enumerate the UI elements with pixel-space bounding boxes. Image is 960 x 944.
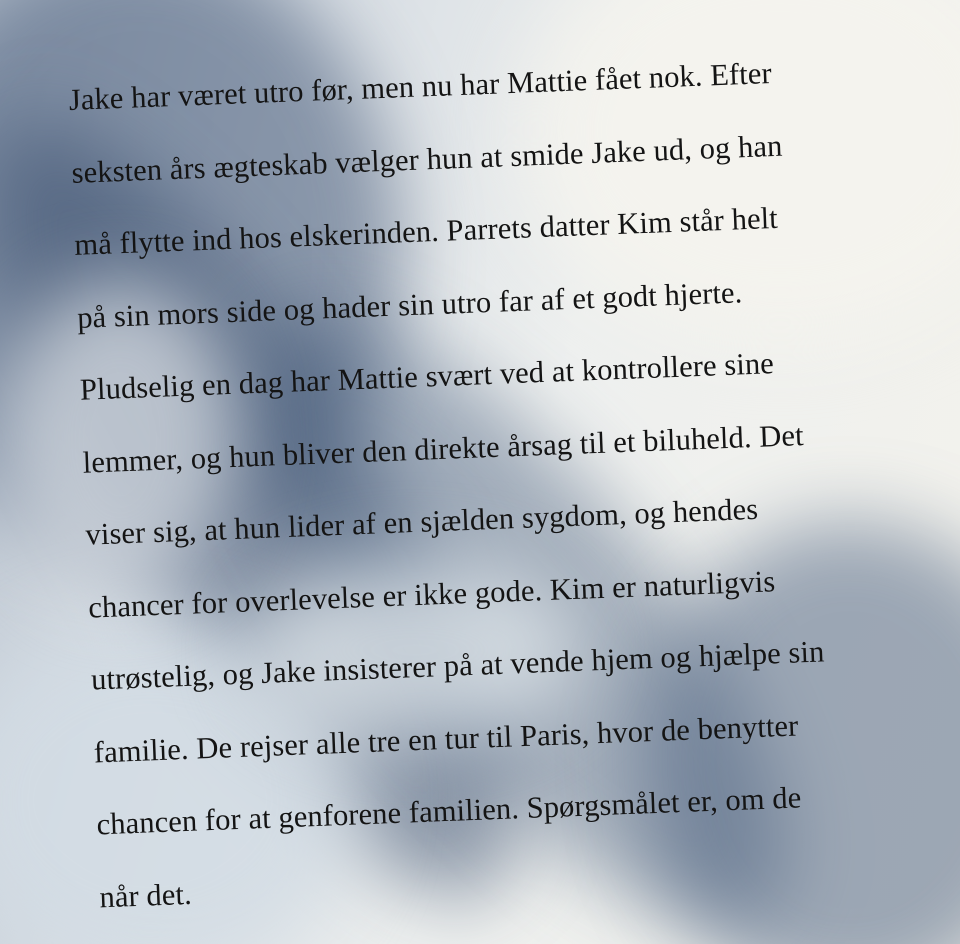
text-line: chancer for overlevelse er ikke gode. Kim er naturligvis: [87, 563, 776, 625]
text-line: familie. De rejser alle tre en tur til Paris, hvor de benytter: [93, 707, 799, 769]
text-line: på sin mors side og hader sin utro far af et godt hjerte.: [76, 274, 743, 335]
text-line: seksten års ægteskab vælger hun at smide Jake ud, og han: [70, 128, 783, 190]
text-line: chancen for at genforene familien. Spørgsmålet er, om de: [96, 780, 802, 842]
text-line: når det.: [98, 876, 193, 914]
synopsis-paragraph: [68, 43, 960, 944]
text-line: må flytte ind hos elskerinden. Parrets datter Kim står helt: [73, 200, 779, 262]
text-line: lemmer, og hun bliver den direkte årsag til et biluheld. Det: [82, 417, 805, 480]
text-line: Pludselig en dag har Mattie svært ved at kontrollere sine: [79, 346, 775, 407]
text-line: viser sig, at hun lider af en sjælden sygdom, og hendes: [84, 491, 759, 552]
text-line: Jake har været utro før, men nu har Mattie fået nok. Efter: [68, 55, 773, 117]
text-line: utrøstelig, og Jake insisterer på at vende hjem og hjælpe sin: [90, 634, 825, 697]
